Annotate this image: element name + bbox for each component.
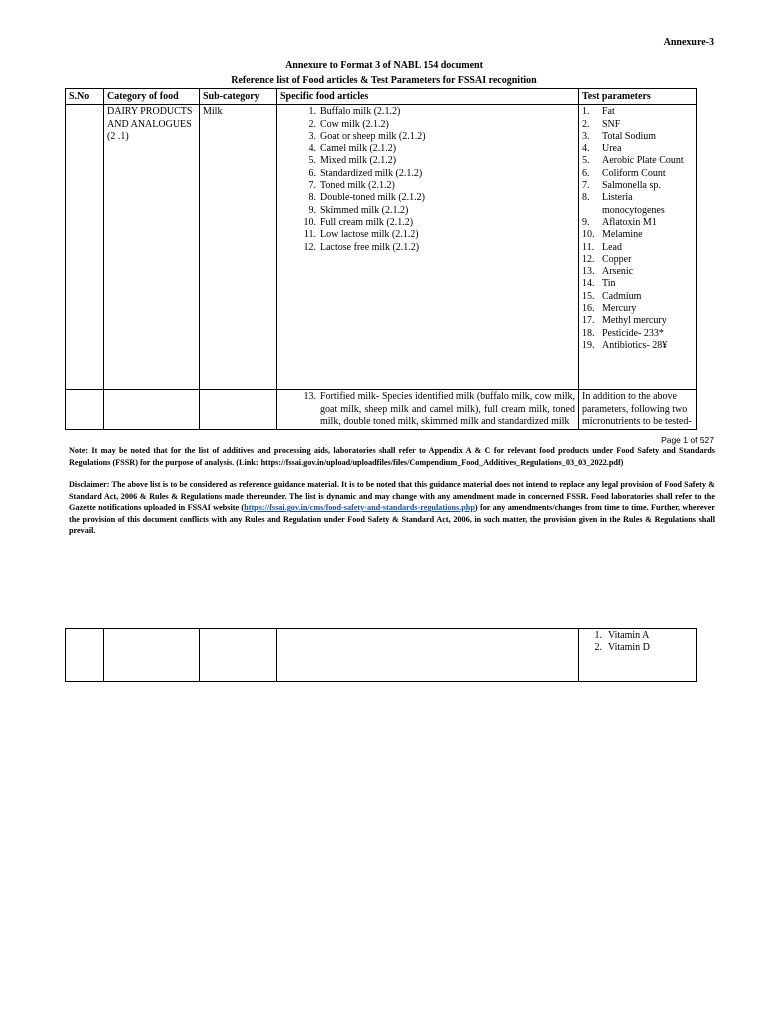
column-header-subcategory: Sub-category <box>200 89 277 105</box>
category-cell <box>104 629 200 682</box>
list-item <box>582 328 693 340</box>
list-item <box>582 278 693 290</box>
list-item <box>582 303 693 315</box>
list-item-number: 7. <box>582 180 590 192</box>
list-item-text: Vitamin D <box>608 642 650 654</box>
list-item-number: 13. <box>582 266 595 278</box>
column-header-category: Category of food <box>104 89 200 105</box>
note-paragraph: Note: It may be noted that for the list of additives and processing aids, laboratories shall refer to Appendix A & C for relevant food products under Food Safety and Standards Regulations (FSSR) for the purpose of analysis. (Link: https://fssai.gov.in/upload/uploadfiles/files/Compendium_Food_Additives_Regulations_03_03_2022.pdf) <box>69 446 715 467</box>
list-item-number: 2. <box>308 118 316 130</box>
food-articles-cell <box>277 390 579 430</box>
food-articles-cell <box>277 105 579 390</box>
list-item <box>582 242 693 254</box>
list-item <box>280 155 575 167</box>
list-item-text: Cadmium <box>602 290 642 302</box>
list-item-number: 5. <box>582 155 590 167</box>
column-header-sno: S.No <box>66 89 104 105</box>
disclaimer-paragraph <box>69 479 715 537</box>
list-item-text: Buffalo milk (2.1.2) <box>320 106 401 118</box>
list-item-number: 6. <box>582 167 590 179</box>
list-item-number: 4. <box>308 143 316 155</box>
list-item <box>582 254 693 266</box>
document-subtitle: Reference list of Food articles & Test Parameters for FSSAI recognition <box>231 75 537 86</box>
list-item-text: Melamine <box>602 229 643 241</box>
list-item-number: 3. <box>308 130 316 142</box>
list-item-number: 12. <box>303 241 316 253</box>
list-item <box>280 143 575 155</box>
list-item-number: 13. <box>303 391 316 403</box>
list-item-text: Camel milk (2.1.2) <box>320 143 397 155</box>
subcategory-cell: Milk <box>200 105 277 390</box>
fssai-regulations-link[interactable]: https://fssai.gov.in/cms/food-safety-and-standards-regulations.php <box>244 503 475 513</box>
list-item-number: 2. <box>594 642 602 654</box>
list-item-text: Goat or sheep milk (2.1.2) <box>320 130 426 142</box>
list-item <box>582 155 693 167</box>
list-item <box>582 340 693 352</box>
list-item-text: Mixed milk (2.1.2) <box>320 155 397 167</box>
list-item-text: Low lactose milk (2.1.2) <box>320 229 419 241</box>
list-item <box>582 106 693 118</box>
table-row <box>66 390 697 430</box>
test-parameters-cell <box>579 105 697 390</box>
document-title: Annexure to Format 3 of NABL 154 document <box>285 60 483 71</box>
list-item-text: Total Sodium <box>602 130 657 142</box>
list-item <box>280 168 575 180</box>
test-parameters-cell <box>579 629 697 682</box>
list-item-text: SNF <box>602 118 621 130</box>
list-item-number: 10. <box>303 216 316 228</box>
list-item <box>280 242 575 254</box>
list-item <box>582 229 693 241</box>
continuation-table <box>65 628 697 682</box>
list-item <box>280 106 575 118</box>
list-item-text: Antibiotics- 28¥ <box>602 339 668 351</box>
list-item-number: 9. <box>582 216 590 228</box>
list-item-number: 7. <box>308 180 316 192</box>
list-item-number: 1. <box>582 106 590 118</box>
food-articles-list <box>280 106 575 254</box>
list-item-text: Aerobic Plate Count <box>602 155 684 167</box>
micronutrients-list <box>582 630 693 655</box>
list-item <box>582 315 693 327</box>
test-parameters-cell: In addition to the above parameters, following two micronutrients to be tested- <box>579 390 697 430</box>
list-item-number: 10. <box>582 229 595 241</box>
list-item-text: Toned milk (2.1.2) <box>320 180 395 192</box>
list-item-number: 8. <box>308 192 316 204</box>
disclaimer-text-start: Disclaimer: The above list is to be considered as reference guidance material. It is to be noted that this guidance material does not intend to replace any legal provision of Food Safety & Standard Act, 2006 & Rules & Regulations made thereunder. The list is dynamic and may change with any amendment made in concerned FSSR. Food laboratories shall refer to the Gazette notifications uploaded in FSSAI website ( <box>69 480 715 513</box>
list-item-text: Lactose free milk (2.1.2) <box>320 241 420 253</box>
list-item-number: 17. <box>582 315 595 327</box>
list-item <box>582 180 693 192</box>
list-item <box>582 217 693 229</box>
table-row <box>66 105 697 390</box>
food-articles-cell <box>277 629 579 682</box>
list-item-text: Coliform Count <box>602 167 666 179</box>
sno-cell <box>66 390 104 430</box>
subcategory-cell <box>200 629 277 682</box>
annexure-label: Annexure-3 <box>663 37 714 48</box>
table-header-row <box>66 89 697 105</box>
list-item <box>280 119 575 131</box>
fortified-milk-text: Fortified milk- Species identified milk (buffalo milk, cow milk, goat milk, sheep milk and camel milk), full cream milk, toned milk, double toned milk, skimmed milk and standardized milk <box>320 391 575 427</box>
list-item-number: 1. <box>594 630 602 641</box>
disclaimer-text-end: ) for any amendments/changes from time to time. Further, wherever the provision of this document conflicts with any Rules and Regulation under Food Safety & Standard Act, 2006, in such matter, the provision given in the Rules & Regulations shall prevail. <box>69 503 716 536</box>
list-item <box>280 192 575 204</box>
list-item <box>280 205 575 217</box>
list-item <box>582 192 693 217</box>
list-item-text: Pesticide- 233* <box>602 327 664 339</box>
test-parameters-list <box>582 106 693 352</box>
list-item-number: 2. <box>582 118 590 130</box>
list-item-number: 11. <box>582 241 595 253</box>
category-cell: DAIRY PRODUCTS AND ANALOGUES (2 .1) <box>104 105 200 390</box>
list-item-number: 5. <box>308 155 316 167</box>
list-item <box>582 119 693 131</box>
list-item <box>582 630 693 642</box>
page-number: Page 1 of 527 <box>661 435 714 445</box>
food-articles-table <box>65 88 697 430</box>
list-item-text: Listeria monocytogenes <box>602 192 665 216</box>
list-item-text: Standardized milk (2.1.2) <box>320 167 423 179</box>
list-item-text: Lead <box>602 241 622 253</box>
list-item-number: 8. <box>582 192 590 204</box>
list-item-number: 16. <box>582 303 595 315</box>
list-item-text: Aflatoxin M1 <box>602 216 657 228</box>
list-item-number: 18. <box>582 327 595 339</box>
list-item-number: 9. <box>308 204 316 216</box>
list-item-text: Vitamin A <box>608 630 650 641</box>
list-item <box>280 131 575 143</box>
list-item-number: 1. <box>308 106 316 118</box>
list-item-text: Full cream milk (2.1.2) <box>320 216 414 228</box>
list-item-number: 6. <box>308 167 316 179</box>
list-item <box>582 131 693 143</box>
list-item-number: 14. <box>582 278 595 290</box>
list-item-text: Fat <box>602 106 615 118</box>
list-item-number: 12. <box>582 253 595 265</box>
column-header-test-parameters: Test parameters <box>579 89 697 105</box>
list-item-number: 19. <box>582 339 595 351</box>
list-item <box>582 143 693 155</box>
list-item-text: Cow milk (2.1.2) <box>320 118 389 130</box>
list-item <box>582 291 693 303</box>
list-item-number: 15. <box>582 290 595 302</box>
list-item-text: Urea <box>602 143 622 155</box>
list-item-text: Copper <box>602 253 632 265</box>
list-item-text: Tin <box>602 278 616 290</box>
category-cell <box>104 390 200 430</box>
list-item-text: Arsenic <box>602 266 634 278</box>
sno-cell <box>66 629 104 682</box>
list-item-number: 3. <box>582 130 590 142</box>
table-row <box>66 629 697 682</box>
list-item <box>582 266 693 278</box>
sno-cell <box>66 105 104 390</box>
list-item <box>280 217 575 229</box>
column-header-food-articles: Specific food articles <box>277 89 579 105</box>
list-item <box>582 168 693 180</box>
list-item <box>280 180 575 192</box>
list-item-text: Skimmed milk (2.1.2) <box>320 204 409 216</box>
subcategory-cell <box>200 390 277 430</box>
list-item-text: Methyl mercury <box>602 315 667 327</box>
list-item-text: Mercury <box>602 303 637 315</box>
list-item-number: 4. <box>582 143 590 155</box>
list-item <box>582 642 693 654</box>
list-item-text: Salmonella sp. <box>602 180 661 192</box>
list-item-number: 11. <box>303 229 316 241</box>
list-item-text: Double-toned milk (2.1.2) <box>320 192 425 204</box>
list-item <box>280 229 575 241</box>
